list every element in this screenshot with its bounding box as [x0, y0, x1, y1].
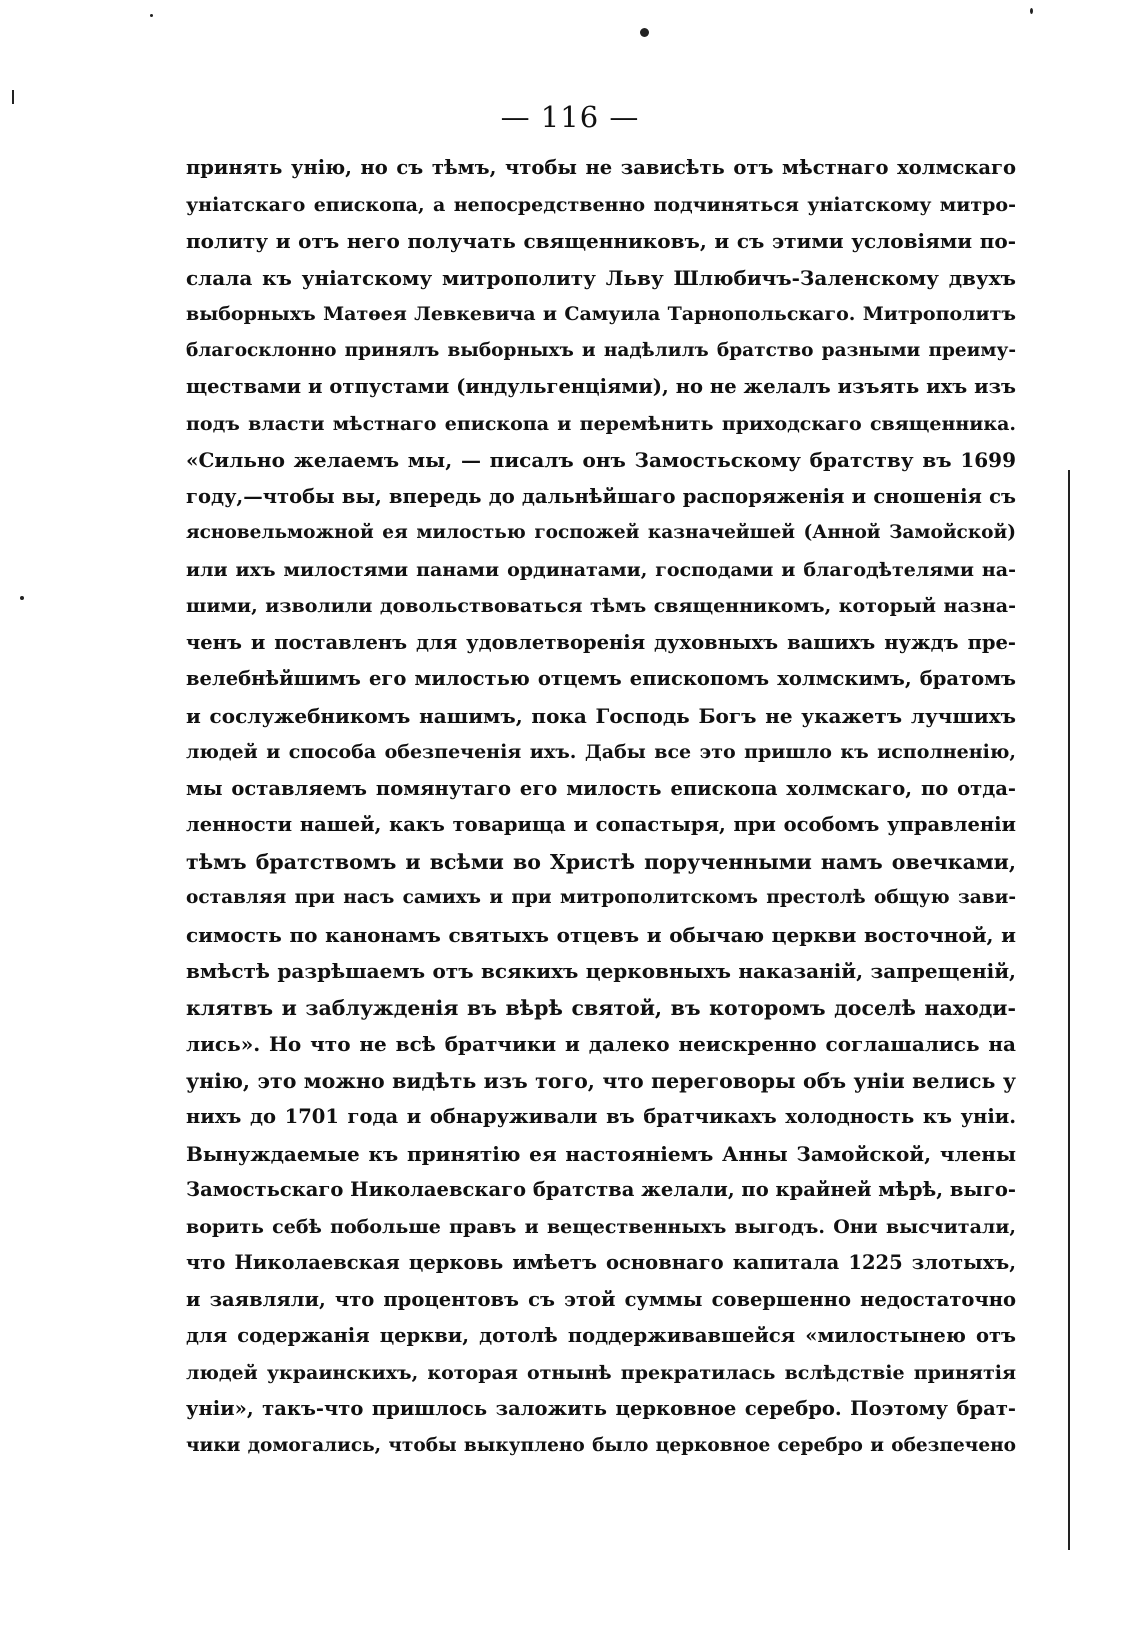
text-line: или ихъ милостями панами ординатами, господами и благодѣтелями на-: [186, 558, 1016, 581]
text-line: тѣмъ братствомъ и всѣми во Христѣ порученными намъ овечками,: [186, 849, 1016, 874]
text-line: для содержанія церкви, дотолѣ поддерживавшейся «милостынею отъ: [186, 1324, 1016, 1347]
text-line: людей и способа обезпеченія ихъ. Дабы все это пришло къ исполненію,: [186, 741, 1016, 763]
text-line: году,—чтобы вы, впередь до дальнѣйшаго распоряженія и сношенія съ: [186, 484, 1016, 508]
text-line: принять унію, но съ тѣмъ, чтобы не зависѣть отъ мѣстнаго холмскаго: [186, 156, 1016, 179]
text-line: симость по канонамъ святыхъ отцевъ и обычаю церкви восточной, и: [186, 922, 1016, 947]
text-line: выборныхъ Матѳея Левкевича и Самуила Тарнопольскаго. Митрополитъ: [186, 303, 1016, 325]
text-line: слала къ уніатскому митрополиту Льву Шлюбичъ-Заленскому двухъ: [186, 265, 1016, 290]
text-line: что Николаевская церковь имѣетъ основнаго капитала 1225 злотыхъ,: [186, 1251, 1016, 1274]
text-line: вмѣстѣ разрѣшаемъ отъ всякихъ церковныхъ наказаній, запрещеній,: [186, 959, 1016, 983]
text-line: чики домогались, чтобы выкуплено было церковное серебро и обезпечено: [186, 1434, 1016, 1456]
text-line: и заявляли, что процентовъ съ этой суммы совершенно недостаточно: [186, 1287, 1016, 1311]
body-text: [186, 150, 1016, 1464]
text-line: уніи», такъ-что пришлось заложить церковное серебро. Поэтому брат-: [186, 1397, 1016, 1420]
text-line: велебнѣйшимъ его милостью отцемъ епископомъ холмскимъ, братомъ: [186, 667, 1016, 690]
text-line: уніатскаго епископа, а непосредственно подчиняться уніатскому митро-: [186, 193, 1016, 216]
text-line: шими, изволили довольствоваться тѣмъ священникомъ, который назна-: [186, 595, 1016, 617]
text-line: лись». Но что не всѣ братчики и далеко неискренно соглашались на: [186, 1032, 1016, 1056]
text-line: «Сильно желаемъ мы, — писалъ онъ Замостьскому братству въ 1699: [186, 448, 1016, 472]
text-line: мы оставляемъ помянутаго его милость епископа холмскаго, по отда-: [186, 776, 1016, 800]
text-line: ленности нашей, какъ товарища и сопастыря, при особомъ управленіи: [186, 813, 1016, 836]
scan-speck: [150, 14, 153, 17]
text-line: клятвъ и заблужденія въ вѣрѣ святой, въ которомъ доселѣ находи-: [186, 995, 1016, 1020]
text-line: нихъ до 1701 года и обнаруживали въ братчикахъ холодность къ уніи.: [186, 1105, 1016, 1128]
text-line: политу и отъ него получать священниковъ, и съ этими условіями по-: [186, 229, 1016, 253]
text-line: ществами и отпустами (индульгенціями), но не желалъ изъять ихъ изъ: [186, 375, 1016, 398]
page-number: — 116 —: [500, 100, 640, 134]
text-line: подъ власти мѣстнаго епископа и перемѣнить приходскаго священника.: [186, 412, 1016, 435]
scan-speck: [640, 28, 649, 37]
scan-speck: [1030, 8, 1033, 14]
text-line: и сослужебникомъ нашимъ, пока Господь Богъ не укажетъ лучшихъ: [186, 703, 1016, 728]
text-line: людей украинскихъ, которая отнынѣ прекратилась вслѣдствіе принятія: [186, 1361, 1016, 1384]
text-line: ясновельможной ея милостью госпожей казначейшей (Анной Замойской): [186, 522, 1016, 543]
text-line: благосклонно принялъ выборныхъ и надѣлилъ братство разными преиму-: [186, 339, 1016, 361]
scan-speck: [20, 596, 24, 600]
text-line: унію, это можно видѣть изъ того, что переговоры объ уніи велись у: [186, 1068, 1016, 1093]
text-line: ворить себѣ побольше правъ и вещественныхъ выгодъ. Они высчитали,: [186, 1215, 1016, 1238]
text-line: Замостьскаго Николаевскаго братства желали, по крайней мѣрѣ, выго-: [186, 1178, 1016, 1201]
text-line: оставляя при насъ самихъ и при митрополитскомъ престолѣ общую зави-: [186, 887, 1016, 908]
text-line: ченъ и поставленъ для удовлетворенія духовныхъ вашихъ нуждъ пре-: [186, 630, 1016, 654]
text-line: Вынуждаемые къ принятію ея настояніемъ Анны Замойской, члены: [186, 1141, 1016, 1166]
scan-edge-mark: [1068, 470, 1070, 1550]
